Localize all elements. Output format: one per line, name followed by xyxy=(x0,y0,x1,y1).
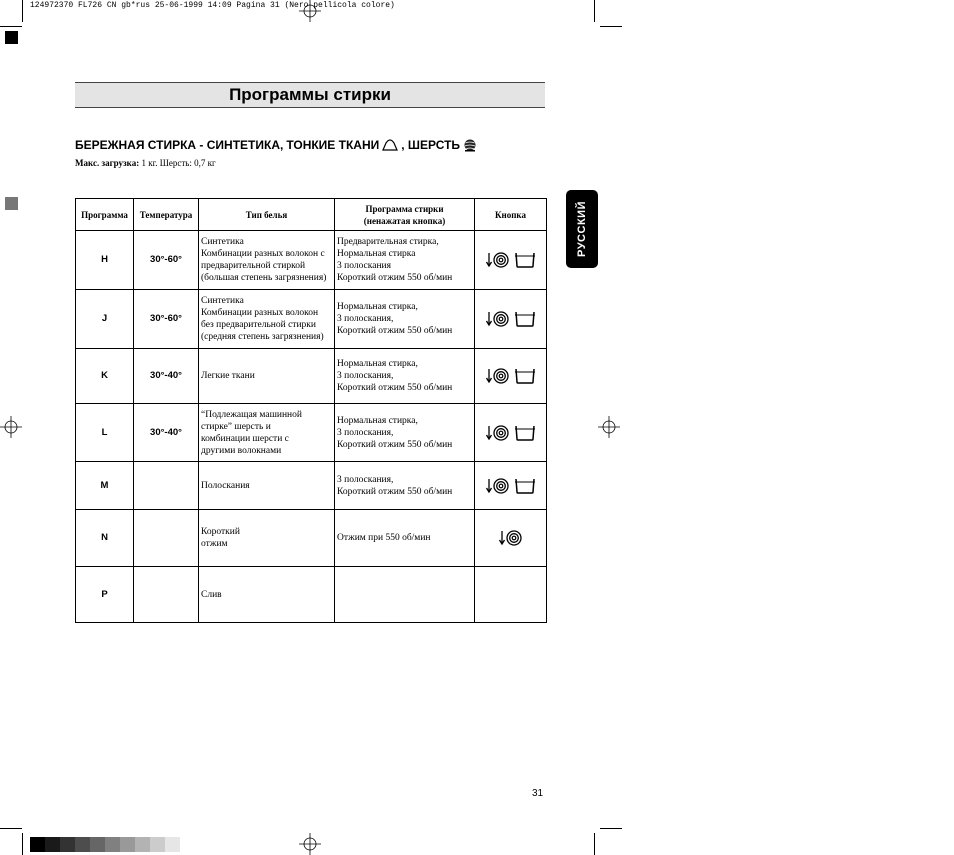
program-line: 3 полоскания, xyxy=(337,314,394,324)
program-line: Короткий отжим 550 об/мин xyxy=(337,486,453,497)
wash-program xyxy=(335,462,475,510)
header-program: Программа xyxy=(76,199,134,231)
crop-mark xyxy=(22,0,23,22)
program-line: 3 полоскания, xyxy=(337,371,394,381)
wash-program xyxy=(335,510,475,567)
color-swatch xyxy=(30,837,45,852)
registration-mark-icon xyxy=(0,416,22,438)
color-swatch xyxy=(150,837,165,852)
max-load xyxy=(75,158,216,168)
crop-mark xyxy=(0,26,22,27)
header-button: Кнопка xyxy=(475,199,547,231)
spin-icon xyxy=(485,250,511,270)
program-code: H xyxy=(76,231,134,290)
header-wash-program-line: (ненажатая кнопка) xyxy=(363,215,446,226)
program-code: L xyxy=(76,404,134,462)
program-code: J xyxy=(76,290,134,349)
fabric-line: Синтетика xyxy=(201,237,244,247)
program-line: Нормальная стирка, xyxy=(337,359,418,369)
button-icons xyxy=(475,290,547,349)
fabric-type xyxy=(199,462,335,510)
fabric-line: (средняя степень загрязнения) xyxy=(201,332,324,342)
program-line: Предварительная стирка, xyxy=(337,237,439,247)
program-line: Нормальная стирка xyxy=(337,249,416,259)
rinse-hold-icon xyxy=(514,367,536,385)
fabric-type xyxy=(199,404,335,462)
max-load-label: Макс. загрузка: xyxy=(75,158,140,168)
program-line: Нормальная стирка, xyxy=(337,302,418,312)
section-heading-synthetics: БЕРЕЖНАЯ СТИРКА - СИНТЕТИКА, xyxy=(75,138,284,152)
color-calibration-bar xyxy=(30,837,180,852)
table-row xyxy=(76,510,547,567)
header-temperature: Температура xyxy=(134,199,199,231)
program-line: 3 полоскания xyxy=(337,261,392,271)
fabric-line: Легкие ткани xyxy=(201,371,255,381)
page-title: Программы стирки xyxy=(75,82,545,108)
color-swatch xyxy=(90,837,105,852)
spin-icon xyxy=(485,366,511,386)
page-number: 31 xyxy=(532,788,544,799)
program-line: 3 полоскания, xyxy=(337,474,394,485)
max-load-value: 1 кг. Шерсть: 0,7 кг xyxy=(141,158,216,168)
fabric-line: Полоскания xyxy=(201,480,250,491)
fabric-line: (большая степень загрязнения) xyxy=(201,273,327,283)
fabric-type xyxy=(199,567,335,623)
color-swatch xyxy=(135,837,150,852)
color-swatch xyxy=(120,837,135,852)
program-temperature: 30°-40° xyxy=(134,404,199,462)
fabric-line: другими волокнами xyxy=(201,445,282,456)
program-line: Отжим при 550 об/мин xyxy=(337,533,431,543)
button-icons xyxy=(475,349,547,404)
program-temperature: 30°-60° xyxy=(134,290,199,349)
fabric-line: Синтетика xyxy=(201,296,244,306)
program-code: P xyxy=(76,567,134,623)
color-swatch xyxy=(45,837,60,852)
fabric-line: отжим xyxy=(201,539,228,549)
fabric-line: Слив xyxy=(201,589,222,600)
program-line: Короткий отжим 550 об/мин xyxy=(337,439,453,450)
crop-mark xyxy=(594,0,595,22)
fabric-line: без предварительной стирки xyxy=(201,320,316,330)
program-temperature xyxy=(134,462,199,510)
delicate-fabric-icon xyxy=(382,139,398,151)
table-row xyxy=(76,290,547,349)
print-header: 124972370 FL726 CN gb*rus 25-06-1999 14:09 Pagina 31 (Nero pellicola colore) xyxy=(30,1,395,10)
registration-mark-icon xyxy=(299,0,321,22)
spin-icon xyxy=(498,528,524,548)
rinse-hold-icon xyxy=(514,477,536,495)
color-swatch xyxy=(60,837,75,852)
program-code: K xyxy=(76,349,134,404)
header-wash-program-line: Программа стирки xyxy=(365,203,444,214)
table-row xyxy=(76,231,547,290)
table-row xyxy=(76,567,547,623)
button-icons xyxy=(475,567,547,623)
fabric-type xyxy=(199,510,335,567)
registration-mark-icon xyxy=(299,833,321,855)
wash-program xyxy=(335,290,475,349)
print-marker xyxy=(5,197,18,210)
program-code: N xyxy=(76,510,134,567)
program-line: Короткий отжим 550 об/мин xyxy=(337,383,453,393)
wool-ball-icon xyxy=(463,139,477,152)
fabric-line: Короткий xyxy=(201,527,240,537)
crop-mark xyxy=(594,833,595,855)
program-line: Короткий отжим 550 об/мин xyxy=(337,273,453,283)
language-tab-label: РУССКИЙ xyxy=(576,201,588,257)
wash-program xyxy=(335,404,475,462)
color-swatch xyxy=(105,837,120,852)
wash-program xyxy=(335,231,475,290)
fabric-line: предварительной стиркой xyxy=(201,261,306,271)
program-temperature: 30°-40° xyxy=(134,349,199,404)
wash-program xyxy=(335,567,475,623)
section-heading-wool: , ШЕРСТЬ xyxy=(401,138,461,152)
crop-mark xyxy=(600,828,622,829)
fabric-type xyxy=(199,231,335,290)
fabric-type xyxy=(199,349,335,404)
program-temperature xyxy=(134,510,199,567)
button-icons xyxy=(475,462,547,510)
program-code: M xyxy=(76,462,134,510)
fabric-line: комбинации шерсти с xyxy=(201,433,289,444)
button-icons xyxy=(475,510,547,567)
language-tab xyxy=(566,190,598,268)
header-fabric: Тип белья xyxy=(199,199,335,231)
button-icons xyxy=(475,231,547,290)
fabric-type xyxy=(199,290,335,349)
rinse-hold-icon xyxy=(514,424,536,442)
spin-icon xyxy=(485,476,511,496)
crop-mark xyxy=(0,828,22,829)
fabric-line: Комбинации разных волокон с xyxy=(201,249,325,259)
spin-icon xyxy=(485,309,511,329)
fabric-line: стирке” шерсть и xyxy=(201,421,271,432)
program-table xyxy=(75,198,547,623)
program-line: Короткий отжим 550 об/мин xyxy=(337,326,453,336)
program-temperature: 30°-60° xyxy=(134,231,199,290)
table-header-row xyxy=(76,199,547,231)
registration-mark-icon xyxy=(598,416,620,438)
section-heading xyxy=(75,138,477,152)
header-wash-program xyxy=(335,199,475,231)
color-swatch xyxy=(75,837,90,852)
button-icons xyxy=(475,404,547,462)
section-heading-delicates: ТОНКИЕ ТКАНИ xyxy=(286,138,380,152)
table-row xyxy=(76,349,547,404)
rinse-hold-icon xyxy=(514,310,536,328)
program-line: Нормальная стирка, xyxy=(337,415,418,426)
fabric-line: Комбинации разных волокон xyxy=(201,308,319,318)
crop-mark xyxy=(22,833,23,855)
rinse-hold-icon xyxy=(514,251,536,269)
wash-program xyxy=(335,349,475,404)
spin-icon xyxy=(485,423,511,443)
program-temperature xyxy=(134,567,199,623)
table-row xyxy=(76,404,547,462)
crop-mark xyxy=(600,26,622,27)
print-marker xyxy=(5,31,18,44)
program-line: 3 полоскания, xyxy=(337,427,394,438)
color-swatch xyxy=(165,837,180,852)
fabric-line: “Подлежащая машинной xyxy=(201,409,302,420)
table-row xyxy=(76,462,547,510)
